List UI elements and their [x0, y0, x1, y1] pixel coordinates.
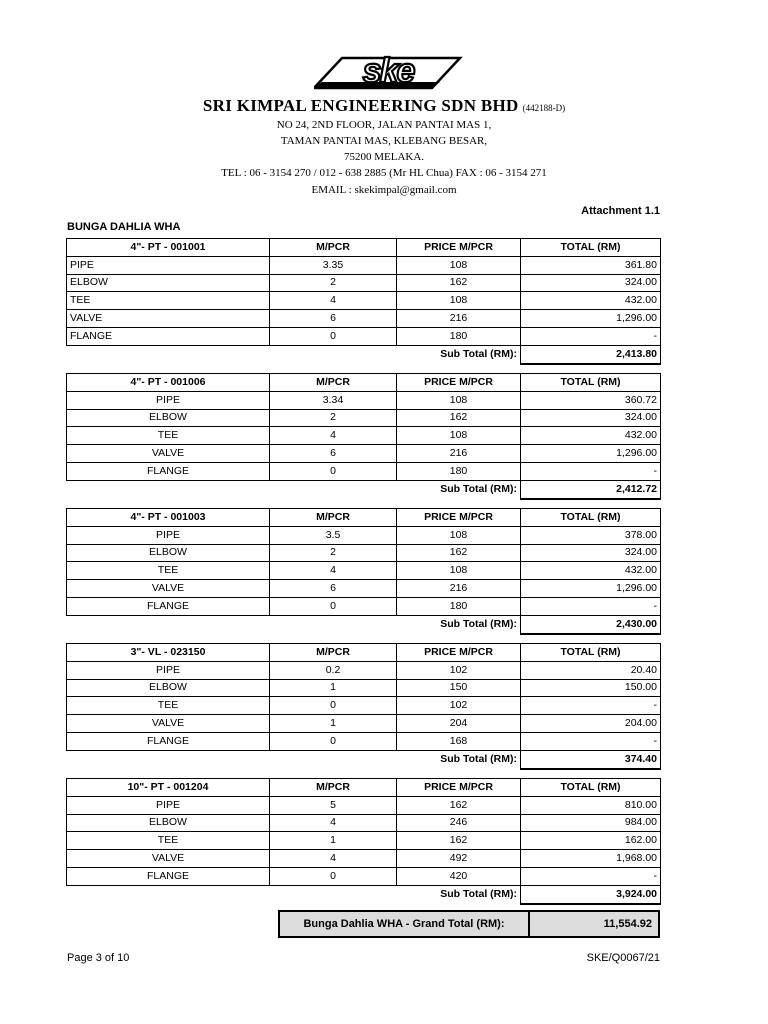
contact-line: TEL : 06 - 3154 270 / 012 - 638 2885 (Mr HL Chua) FAX : 06 - 3154 271 [221, 167, 547, 179]
qty-cell: 2 [270, 409, 397, 427]
qty-cell: 0 [270, 732, 397, 750]
total-cell: - [521, 697, 661, 715]
qty-cell: 6 [270, 445, 397, 463]
subtotal-row [67, 480, 661, 498]
table-row [67, 526, 661, 544]
spacer [270, 615, 397, 633]
item-cell: VALVE [67, 310, 270, 328]
subtotal-row [67, 750, 661, 768]
attachment-label: Attachment 1.1 [581, 205, 660, 217]
spacer [270, 885, 397, 903]
qty-cell: 0 [270, 697, 397, 715]
spacer [270, 345, 397, 363]
subtotal-value: 3,924.00 [521, 885, 661, 903]
subtotal-label: Sub Total (RM): [440, 348, 517, 361]
spacer [270, 750, 397, 768]
total-cell: 1,968.00 [521, 850, 661, 868]
item-cell: PIPE [67, 796, 270, 814]
total-cell: 162.00 [521, 832, 661, 850]
company-registration: (442188-D) [522, 103, 566, 113]
item-cell: ELBOW [67, 544, 270, 562]
table-row [67, 814, 661, 832]
qty-cell: 4 [270, 562, 397, 580]
table-row [67, 445, 661, 463]
section-header-row [67, 779, 661, 797]
qty-cell: 0.2 [270, 661, 397, 679]
item-cell: VALVE [67, 715, 270, 733]
price-cell: 108 [397, 256, 521, 274]
subtotal-row [67, 885, 661, 903]
qty-cell: 3.35 [270, 256, 397, 274]
item-cell: ELBOW [67, 274, 270, 292]
qty-cell: 6 [270, 310, 397, 328]
item-cell: FLANGE [67, 732, 270, 750]
item-cell: TEE [67, 427, 270, 445]
grand-total-box [278, 910, 660, 938]
price-cell: 204 [397, 715, 521, 733]
section-header-row [67, 644, 661, 662]
column-header: PRICE M/PCR [397, 239, 521, 257]
price-cell: 108 [397, 292, 521, 310]
item-cell: VALVE [67, 850, 270, 868]
price-cell: 180 [397, 327, 521, 345]
item-cell: ELBOW [67, 814, 270, 832]
item-cell: FLANGE [67, 327, 270, 345]
qty-cell: 0 [270, 867, 397, 885]
total-cell: 324.00 [521, 544, 661, 562]
total-cell: - [521, 327, 661, 345]
total-cell: 361.80 [521, 256, 661, 274]
item-cell: VALVE [67, 580, 270, 598]
email-line: EMAIL : skekimpal@gmail.com [311, 184, 457, 196]
section-header-row [67, 509, 661, 527]
qty-cell: 6 [270, 580, 397, 598]
qty-cell: 4 [270, 292, 397, 310]
qty-cell: 5 [270, 796, 397, 814]
column-header: TOTAL (RM) [521, 779, 661, 797]
column-header: TOTAL (RM) [521, 509, 661, 527]
table-row [67, 292, 661, 310]
column-header: M/PCR [270, 509, 397, 527]
column-header: TOTAL (RM) [521, 239, 661, 257]
project-title: BUNGA DAHLIA WHA [67, 221, 181, 233]
item-cell: TEE [67, 697, 270, 715]
section-title: 4"- PT - 001006 [67, 374, 270, 392]
subtotal-label: Sub Total (RM): [440, 753, 517, 766]
spacer [67, 885, 270, 903]
table-row [67, 310, 661, 328]
subtotal-value: 374.40 [521, 750, 661, 768]
section-title: 10"- PT - 001204 [67, 779, 270, 797]
item-cell: ELBOW [67, 679, 270, 697]
subtotal-label: Sub Total (RM): [440, 483, 517, 496]
total-cell: 1,296.00 [521, 310, 661, 328]
total-cell: 150.00 [521, 679, 661, 697]
table-row [67, 597, 661, 615]
qty-cell: 2 [270, 544, 397, 562]
item-cell: PIPE [67, 256, 270, 274]
column-header: TOTAL (RM) [521, 374, 661, 392]
column-header: M/PCR [270, 779, 397, 797]
total-cell: 1,296.00 [521, 580, 661, 598]
section-table [66, 643, 661, 770]
total-cell: - [521, 462, 661, 480]
price-cell: 162 [397, 832, 521, 850]
grand-total-label: Bunga Dahlia WHA - Grand Total (RM): [279, 911, 529, 937]
column-header: PRICE M/PCR [397, 779, 521, 797]
total-cell: 324.00 [521, 274, 661, 292]
total-cell: 378.00 [521, 526, 661, 544]
qty-cell: 0 [270, 462, 397, 480]
total-cell: 204.00 [521, 715, 661, 733]
item-cell: PIPE [67, 661, 270, 679]
total-cell: 432.00 [521, 562, 661, 580]
price-cell: 216 [397, 580, 521, 598]
qty-cell: 2 [270, 274, 397, 292]
price-cell: 108 [397, 526, 521, 544]
address-line-1: NO 24, 2ND FLOOR, JALAN PANTAI MAS 1, [276, 119, 492, 131]
item-cell: TEE [67, 562, 270, 580]
table-row [67, 796, 661, 814]
item-cell: TEE [67, 292, 270, 310]
section-title: 4"- PT - 001003 [67, 509, 270, 527]
subtotal-value: 2,412.72 [521, 480, 661, 498]
price-cell: 162 [397, 409, 521, 427]
table-row [67, 580, 661, 598]
section-header-row [67, 374, 661, 392]
total-cell: 984.00 [521, 814, 661, 832]
price-cell: 246 [397, 814, 521, 832]
table-row [67, 850, 661, 868]
table-row [67, 867, 661, 885]
item-cell: TEE [67, 832, 270, 850]
item-cell: FLANGE [67, 597, 270, 615]
price-cell: 108 [397, 391, 521, 409]
subtotal-label: Sub Total (RM): [440, 618, 517, 631]
item-cell: FLANGE [67, 462, 270, 480]
subtotal-value: 2,413.80 [521, 345, 661, 363]
table-row [67, 832, 661, 850]
company-logo [314, 52, 464, 94]
subtotal-label: Sub Total (RM): [440, 888, 517, 901]
subtotal-row [67, 345, 661, 363]
total-cell: - [521, 867, 661, 885]
spacer [270, 480, 397, 498]
qty-cell: 3.5 [270, 526, 397, 544]
table-row [67, 462, 661, 480]
qty-cell: 1 [270, 715, 397, 733]
table-row [67, 562, 661, 580]
qty-cell: 4 [270, 427, 397, 445]
subtotal-row [67, 615, 661, 633]
column-header: PRICE M/PCR [397, 509, 521, 527]
price-cell: 102 [397, 661, 521, 679]
price-cell: 162 [397, 544, 521, 562]
price-cell: 108 [397, 427, 521, 445]
price-cell: 162 [397, 274, 521, 292]
logo-text: ske [362, 52, 414, 90]
table-row [67, 427, 661, 445]
column-header: M/PCR [270, 644, 397, 662]
total-cell: 432.00 [521, 427, 661, 445]
section-table [66, 373, 661, 500]
section-table [66, 238, 661, 365]
item-cell: ELBOW [67, 409, 270, 427]
qty-cell: 0 [270, 597, 397, 615]
table-row [67, 661, 661, 679]
grand-total-value: 11,554.92 [529, 911, 659, 937]
total-cell: 432.00 [521, 292, 661, 310]
column-header: M/PCR [270, 374, 397, 392]
qty-cell: 4 [270, 814, 397, 832]
price-cell: 216 [397, 310, 521, 328]
qty-cell: 1 [270, 832, 397, 850]
qty-cell: 4 [270, 850, 397, 868]
qty-cell: 1 [270, 679, 397, 697]
address-line-2: TAMAN PANTAI MAS, KLEBANG BESAR, [280, 135, 488, 147]
section-header-row [67, 239, 661, 257]
price-cell: 102 [397, 697, 521, 715]
total-cell: 324.00 [521, 409, 661, 427]
item-cell: FLANGE [67, 867, 270, 885]
price-cell: 216 [397, 445, 521, 463]
total-cell: - [521, 597, 661, 615]
address-line-3: 75200 MELAKA. [343, 151, 425, 163]
total-cell: 20.40 [521, 661, 661, 679]
price-cell: 168 [397, 732, 521, 750]
table-row [67, 391, 661, 409]
subtotal-value: 2,430.00 [521, 615, 661, 633]
price-cell: 420 [397, 867, 521, 885]
table-row [67, 409, 661, 427]
price-cell: 492 [397, 850, 521, 868]
spacer [67, 750, 270, 768]
price-cell: 162 [397, 796, 521, 814]
table-row [67, 274, 661, 292]
price-cell: 108 [397, 562, 521, 580]
column-header: PRICE M/PCR [397, 374, 521, 392]
qty-cell: 0 [270, 327, 397, 345]
section-table [66, 508, 661, 635]
total-cell: 360.72 [521, 391, 661, 409]
table-row [67, 544, 661, 562]
section-title: 3"- VL - 023150 [67, 644, 270, 662]
column-header: TOTAL (RM) [521, 644, 661, 662]
table-row [67, 697, 661, 715]
table-row [67, 732, 661, 750]
company-header [0, 96, 768, 116]
item-cell: VALVE [67, 445, 270, 463]
table-row [67, 327, 661, 345]
section-title: 4"- PT - 001001 [67, 239, 270, 257]
spacer [67, 345, 270, 363]
section-table [66, 778, 661, 905]
price-cell: 180 [397, 597, 521, 615]
spacer [67, 615, 270, 633]
total-cell: - [521, 732, 661, 750]
spacer [67, 480, 270, 498]
table-row [67, 256, 661, 274]
item-cell: PIPE [67, 391, 270, 409]
total-cell: 810.00 [521, 796, 661, 814]
company-name: SRI KIMPAL ENGINEERING SDN BHD [202, 96, 519, 115]
price-cell: 150 [397, 679, 521, 697]
page-number: Page 3 of 10 [67, 952, 130, 964]
price-cell: 180 [397, 462, 521, 480]
document-reference: SKE/Q0067/21 [586, 952, 660, 964]
total-cell: 1,296.00 [521, 445, 661, 463]
table-row [67, 715, 661, 733]
qty-cell: 3.34 [270, 391, 397, 409]
column-header: PRICE M/PCR [397, 644, 521, 662]
table-row [67, 679, 661, 697]
item-cell: PIPE [67, 526, 270, 544]
column-header: M/PCR [270, 239, 397, 257]
